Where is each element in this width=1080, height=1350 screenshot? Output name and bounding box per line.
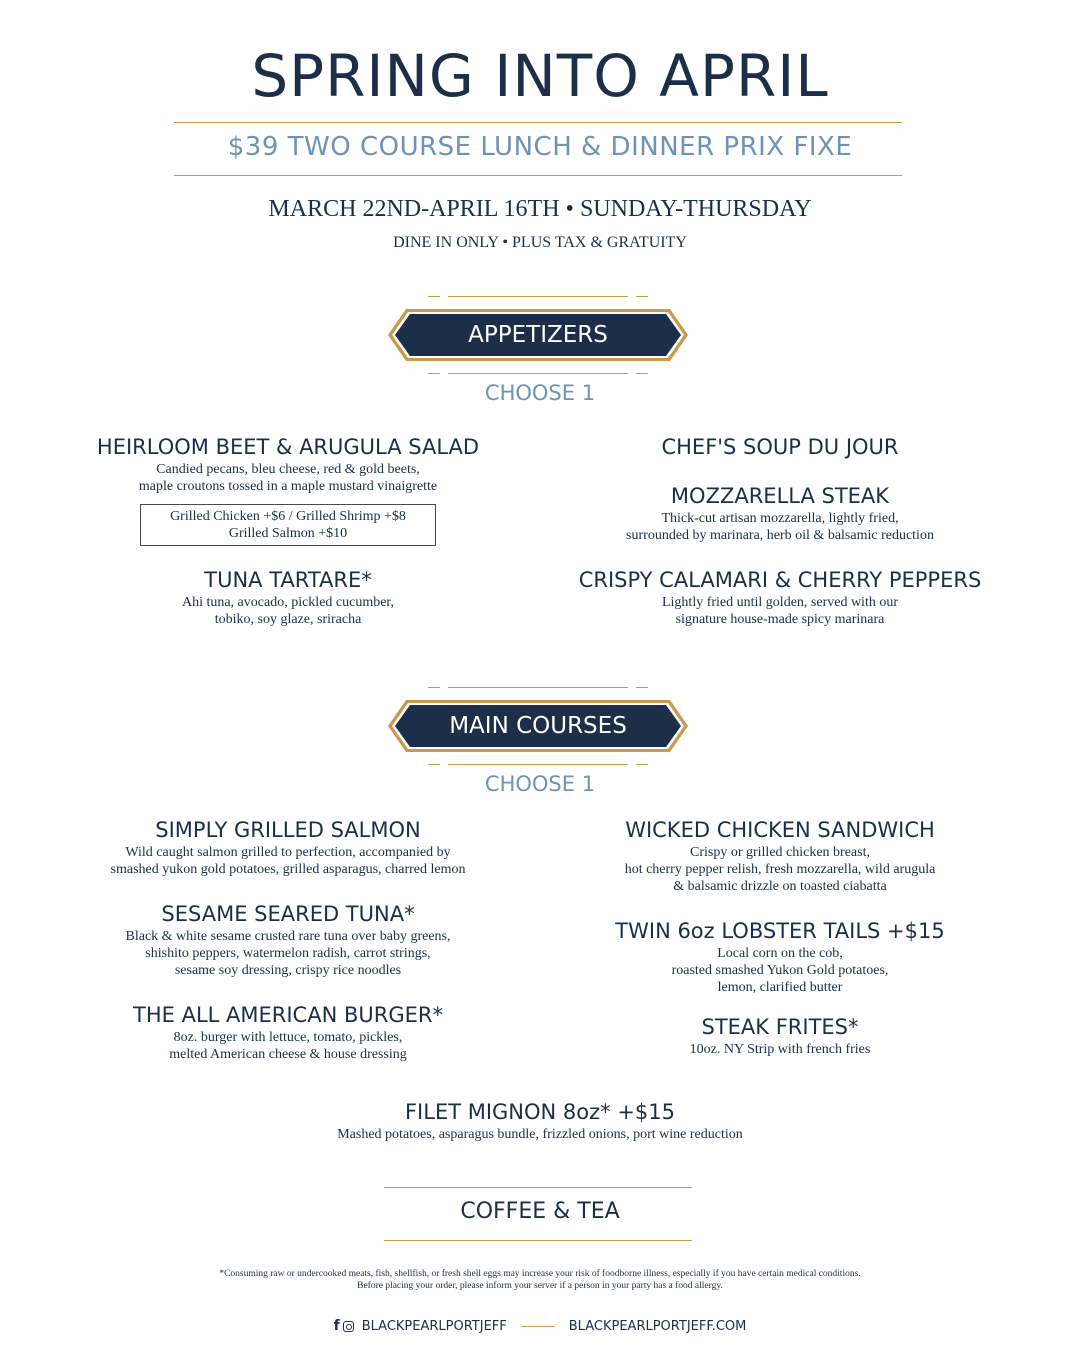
appetizers-deco-bottom [428,373,648,375]
item-name: CRISPY CALAMARI & CHERRY PEPPERS [578,568,982,592]
menu-item [570,1013,990,1058]
item-name: SESAME SEARED TUNA* [161,902,415,926]
item-desc: Candied pecans, bleu cheese, red & gold beets, [156,462,420,477]
item-name: CHEF'S SOUP DU JOUR [661,435,899,459]
addon-line: Grilled Chicken +$6 / Grilled Shrimp +$8 [170,509,406,524]
item-desc: smashed yukon gold potatoes, grilled asparagus, charred lemon [110,862,466,877]
coffee-divider-bottom [384,1240,692,1241]
mains-deco-bottom [428,764,648,766]
item-desc: Crispy or grilled chicken breast, [689,845,870,860]
item-desc: Lightly fried until golden, served with our [661,595,898,610]
item-name: TWIN 6oz LOBSTER TAILS +$15 [615,919,945,943]
footer [0,1318,1080,1334]
item-name: STEAK FRITES* [701,1015,859,1039]
dine-in-note: DINE IN ONLY • PLUS TAX & GRATUITY [393,234,687,251]
menu-item [68,1001,508,1063]
disclaimer-line: Before placing your order, please inform your server if a person in your party has a food allergy. [357,1281,723,1291]
item-desc: maple croutons tossed in a maple mustard vinaigrette [138,479,438,494]
facebook-icon[interactable]: f [333,1318,340,1334]
mains-banner [388,700,688,752]
item-name: FILET MIGNON 8oz* +$15 [404,1100,676,1124]
menu-item [68,900,508,979]
website-link[interactable]: BLACKPEARLPORTJEFF.COM [568,1318,747,1334]
footer-divider [521,1326,555,1327]
item-desc: shishito peppers, watermelon radish, carrot strings, [145,946,431,961]
appetizers-deco-top [428,296,648,298]
item-desc: & balsamic drizzle on toasted ciabatta [673,879,887,894]
disclaimer-line: *Consuming raw or undercooked meats, fish, shellfish, or fresh shell eggs may increase your risk of foodborne illness, especially if you have certain medical conditions. [219,1269,861,1279]
menu-item [68,816,508,878]
item-name: MOZZARELLA STEAK [670,484,890,508]
item-desc: 8oz. burger with lettuce, tomato, pickles, [173,1030,403,1045]
item-desc: hot cherry pepper relish, fresh mozzarella, wild arugula [624,862,936,877]
item-desc: Thick-cut artisan mozzarella, lightly fried, [661,511,899,526]
menu-item [88,433,488,495]
menu-item [570,433,990,461]
menu-item [570,816,990,895]
item-desc: roasted smashed Yukon Gold potatoes, [671,963,889,978]
item-desc: Ahi tuna, avocado, pickled cucumber, [181,595,395,610]
mains-deco-top [428,687,648,689]
mains-heading: MAIN COURSES [449,713,627,739]
appetizers-heading: APPETIZERS [468,322,608,348]
coffee-divider-top [384,1187,692,1188]
social-icons [334,1318,354,1334]
date-range: MARCH 22ND-APRIL 16TH • SUNDAY-THURSDAY [268,196,812,222]
menu-item [240,1098,840,1143]
item-desc: surrounded by marinara, herb oil & balsamic reduction [626,528,934,543]
appetizers-banner [388,309,688,361]
item-name: THE ALL AMERICAN BURGER* [133,1003,443,1027]
menu-item [570,482,990,544]
item-name: HEIRLOOM BEET & ARUGULA SALAD [96,435,480,459]
social-handle[interactable]: BLACKPEARLPORTJEFF [361,1318,507,1334]
disclaimer [90,1268,990,1292]
mains-choose: CHOOSE 1 [484,772,596,796]
item-desc: Black & white sesame crusted rare tuna over baby greens, [125,929,451,944]
title-divider-top [174,122,902,123]
instagram-icon[interactable] [343,1321,354,1332]
item-desc: Wild caught salmon grilled to perfection, accompanied by [125,845,451,860]
item-name: SIMPLY GRILLED SALMON [155,818,421,842]
item-desc: 10oz. NY Strip with french fries [689,1042,871,1057]
item-desc: Local corn on the cob, [717,946,843,961]
menu-item [570,917,990,996]
item-desc: signature house-made spicy marinara [675,612,885,627]
item-desc: lemon, clarified butter [717,980,843,995]
title-divider-bottom [174,175,902,176]
item-name: TUNA TARTARE* [204,568,372,592]
item-desc: Mashed potatoes, asparagus bundle, frizzled onions, port wine reduction [337,1127,743,1142]
addon-box [140,504,436,546]
appetizers-choose: CHOOSE 1 [484,381,596,405]
page-title: SPRING INTO APRIL [251,42,829,110]
subtitle: $39 TWO COURSE LUNCH & DINNER PRIX FIXE [227,132,853,162]
menu-item [570,566,990,628]
item-name: WICKED CHICKEN SANDWICH [625,818,935,842]
addon-line: Grilled Salmon +$10 [228,526,348,541]
menu-item [88,566,488,628]
item-desc: tobiko, soy glaze, sriracha [214,612,362,627]
coffee-tea: COFFEE & TEA [460,1199,620,1224]
item-desc: melted American cheese & house dressing [169,1047,407,1062]
item-desc: sesame soy dressing, crispy rice noodles [174,963,402,978]
